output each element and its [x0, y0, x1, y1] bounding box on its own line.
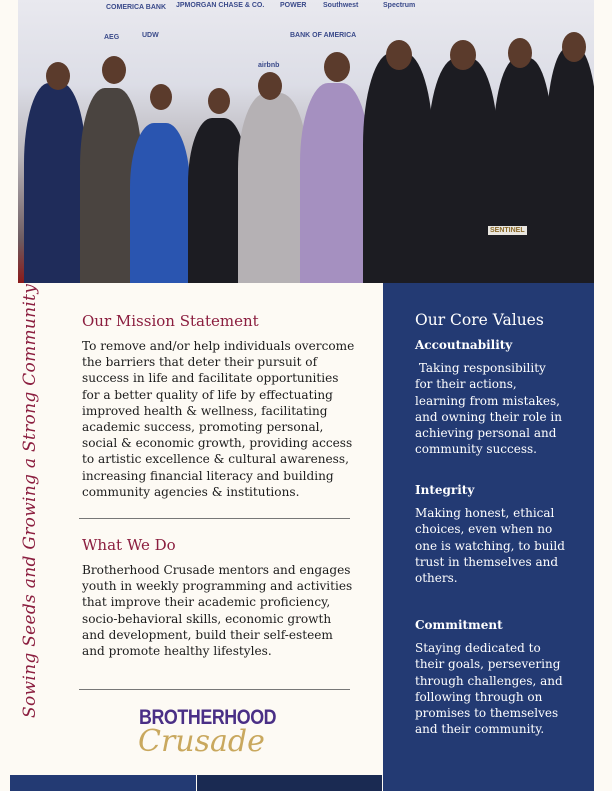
value-text: Taking responsibility for their actions, learning from mistakes, and owning their role in achieving personal and community success. — [415, 361, 562, 457]
value-name: Commitment — [415, 618, 503, 632]
sponsor-logo: AEG — [104, 34, 120, 41]
mission-body: To remove and/or help individuals overcome the barriers that deter their pursuit of success in life and facilitate opportunities for a better quality of life by effectuating improved health & wellness, facilitating academic success, promoting personal, social & economic growth, providing access to artistic excellence & cultural awareness, increasing financial literacy and building community agencies & institutions. — [82, 339, 355, 499]
value-name: Accoutnability — [415, 338, 513, 352]
footer-bar — [10, 775, 196, 791]
group-photo — [18, 0, 594, 283]
logo-brotherhood: BROTHERHOOD — [139, 706, 277, 729]
value-name: Integrity — [415, 483, 475, 497]
sponsor-logo: Spectrum — [383, 2, 416, 9]
sponsor-logo: COMERICA BANK — [106, 4, 167, 11]
divider — [79, 689, 350, 690]
core-values-title: Our Core Values — [415, 311, 544, 329]
tagline: Sowing Seeds and Growing a Strong Community — [20, 283, 40, 718]
sponsor-logo: POWER — [280, 2, 307, 9]
core-values-panel — [383, 283, 594, 791]
mission-title: Our Mission Statement — [82, 312, 259, 330]
sponsor-logo: UDW — [142, 32, 159, 39]
logo-crusade: Crusade — [138, 724, 265, 759]
value-text: Staying dedicated to their goals, persevering through challenges, and following through on promises to themselves and their community. — [415, 641, 563, 737]
sponsor-logo: SENTINEL — [490, 227, 525, 234]
sponsor-logo: Southwest — [323, 2, 359, 9]
divider — [79, 518, 350, 519]
footer-bar — [197, 775, 382, 791]
what-we-do-title: What We Do — [82, 536, 176, 554]
sponsor-logo: airbnb — [258, 62, 280, 69]
sponsor-logo: JPMORGAN CHASE & CO. — [176, 2, 265, 9]
what-we-do-body: Brotherhood Crusade mentors and engages youth in weekly programming and activities that improve their academic proficiency, socio-behavioral skills, economic growth and development, build their self-esteem and promote healthy lifestyles. — [82, 563, 353, 659]
value-text: Making honest, ethical choices, even when no one is watching, to build trust in themselves and others. — [415, 506, 565, 586]
sponsor-logo: BANK OF AMERICA — [290, 32, 357, 39]
